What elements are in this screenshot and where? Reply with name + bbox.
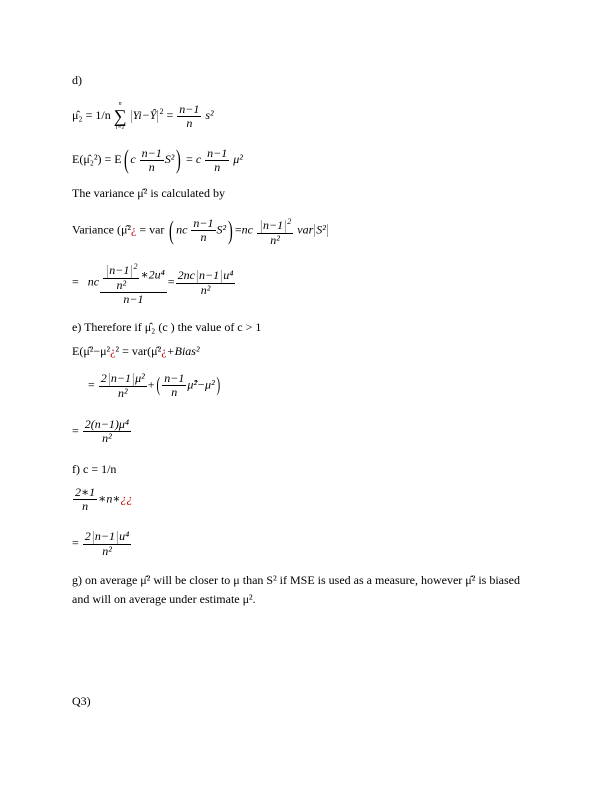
expectation-lhs: E(μ̂₂²) = E	[72, 151, 122, 166]
equation-expectation: E(μ̂₂²) = E( c $\frac{n-1}{n}$ S²) = c $\frac{n-1}{n}$ μ²	[72, 145, 243, 174]
equals-2: =	[186, 151, 193, 166]
fraction-n1-n: $\frac{n-1}{n}$	[179, 101, 200, 130]
equation-f	[72, 486, 132, 513]
equation-variance-result	[72, 260, 236, 306]
nc-symbol-3: nc	[87, 274, 100, 289]
fraction-2x1-n: $\frac{2∗1}{n}$	[75, 485, 96, 513]
sum-sign: ∑	[113, 106, 127, 126]
equals-5: =	[167, 274, 175, 289]
yi-term: Yi−Ŷ	[132, 107, 157, 122]
equals-3: =	[234, 222, 242, 237]
equation-mse-expanded: = $\frac{\text{2|n−1|μ²}}{\text{n²}}$ +( $\frac{n-1}{n}$ μ̂²−μ²)	[88, 370, 220, 400]
fraction-n1-n-4: $\frac{n-1}{n}$	[193, 216, 214, 245]
c-symbol-2: c	[195, 151, 202, 166]
plus-bias: +Bias²	[166, 344, 200, 358]
mu-squared: μ²	[233, 151, 243, 166]
nc-symbol-2: nc	[241, 222, 253, 237]
equation-variance: Variance (μ̂²¿ = var ( nc $\frac{n-1}{n}$ S²) =nc $\frac{|n-1|^2}{\text{n²}}$ var|S²|	[72, 215, 329, 247]
S-squared-2: S²	[216, 222, 227, 237]
label-q3: Q3)	[72, 694, 91, 708]
label-e: e) Therefore if μ̂₂ (c ) the value of c > 1	[72, 320, 262, 334]
fraction-n1-n-2: $\frac{n-1}{n}$	[141, 145, 162, 174]
square: 2	[159, 106, 164, 116]
fraction-2n1u4: $\frac{\text{2|n−1|u⁴}}{\text{n²}}$	[84, 528, 130, 558]
nested-fraction: $\frac{|n-1|^2}{\text{n²}}$ ∗2u⁴ n−1	[100, 260, 167, 306]
plus-sign: +	[147, 377, 155, 392]
fraction-n1sq-n2: $\frac{|n-1|^2}{\text{n²}}$	[257, 215, 293, 247]
fraction-2n1mu4: $\frac{\text{2(n−1)μ⁴}}{\text{n²}}$	[84, 417, 130, 445]
S-squared: S²	[164, 151, 175, 166]
mu2-lhs: μ̂₂ = 1/n	[72, 107, 111, 122]
variance-lhs: Variance (μ̂²	[72, 222, 131, 237]
mse-tail: ² = var(μ̂²	[115, 344, 162, 358]
equals-6: =	[88, 377, 95, 392]
equation-mu2-estimator: μ̂₂ = 1/n n ∑ i=1 $|Yi-Ŷ|^2$ = $\frac{n-1}{n}$ s²	[72, 101, 214, 131]
equals-7: =	[72, 423, 79, 438]
fraction-2nc: $\frac{\text{2nc|n−1|u⁴}}{\text{n²}}$	[177, 267, 234, 297]
S-squared-3: S²	[316, 222, 326, 237]
inverted-question-2: ¿	[110, 344, 116, 358]
fraction-2n1mu2: $\frac{\text{2|n−1|μ²}}{\text{n²}}$	[100, 370, 145, 400]
inverted-question: ¿	[131, 222, 137, 237]
mu-difference: μ̂²−μ²	[187, 377, 215, 392]
c-symbol: c	[130, 151, 136, 166]
equation-mse	[72, 344, 200, 359]
equation-mse-result	[72, 418, 132, 445]
variance-intro: The variance μ̂² is calculated by	[72, 186, 225, 200]
fraction-n1-n-3: $\frac{n-1}{n}$	[207, 145, 228, 174]
equals-4: =	[72, 274, 79, 289]
sum-lower-limit: i=1	[115, 125, 125, 131]
var-word: var	[297, 222, 314, 237]
equals: =	[166, 107, 174, 122]
label-d: d)	[72, 73, 82, 87]
summation	[114, 100, 127, 132]
nc-symbol: nc	[176, 222, 188, 237]
sum-upper-limit: n	[118, 101, 122, 107]
var-mid: = var	[139, 222, 165, 237]
times-n: ∗n∗	[98, 491, 121, 506]
label-g-line1: g) on average μ̂² will be closer to μ than S² if MSE is used as a measure, however μ̂² is biased	[72, 573, 520, 587]
inverted-question-3: ¿	[161, 344, 167, 358]
s-squared: s²	[205, 107, 214, 122]
equals-8: =	[72, 535, 79, 550]
inverted-question-pair: ¿¿	[120, 491, 133, 506]
label-f: f) c = 1/n	[72, 462, 117, 476]
mse-lhs: E(μ̂²−μ²	[72, 344, 111, 358]
equation-f-result	[72, 530, 132, 558]
fraction-n1-n-5: $\frac{n-1}{n}$	[164, 371, 185, 400]
label-g-line2: and will on average under estimate μ².	[72, 592, 256, 606]
